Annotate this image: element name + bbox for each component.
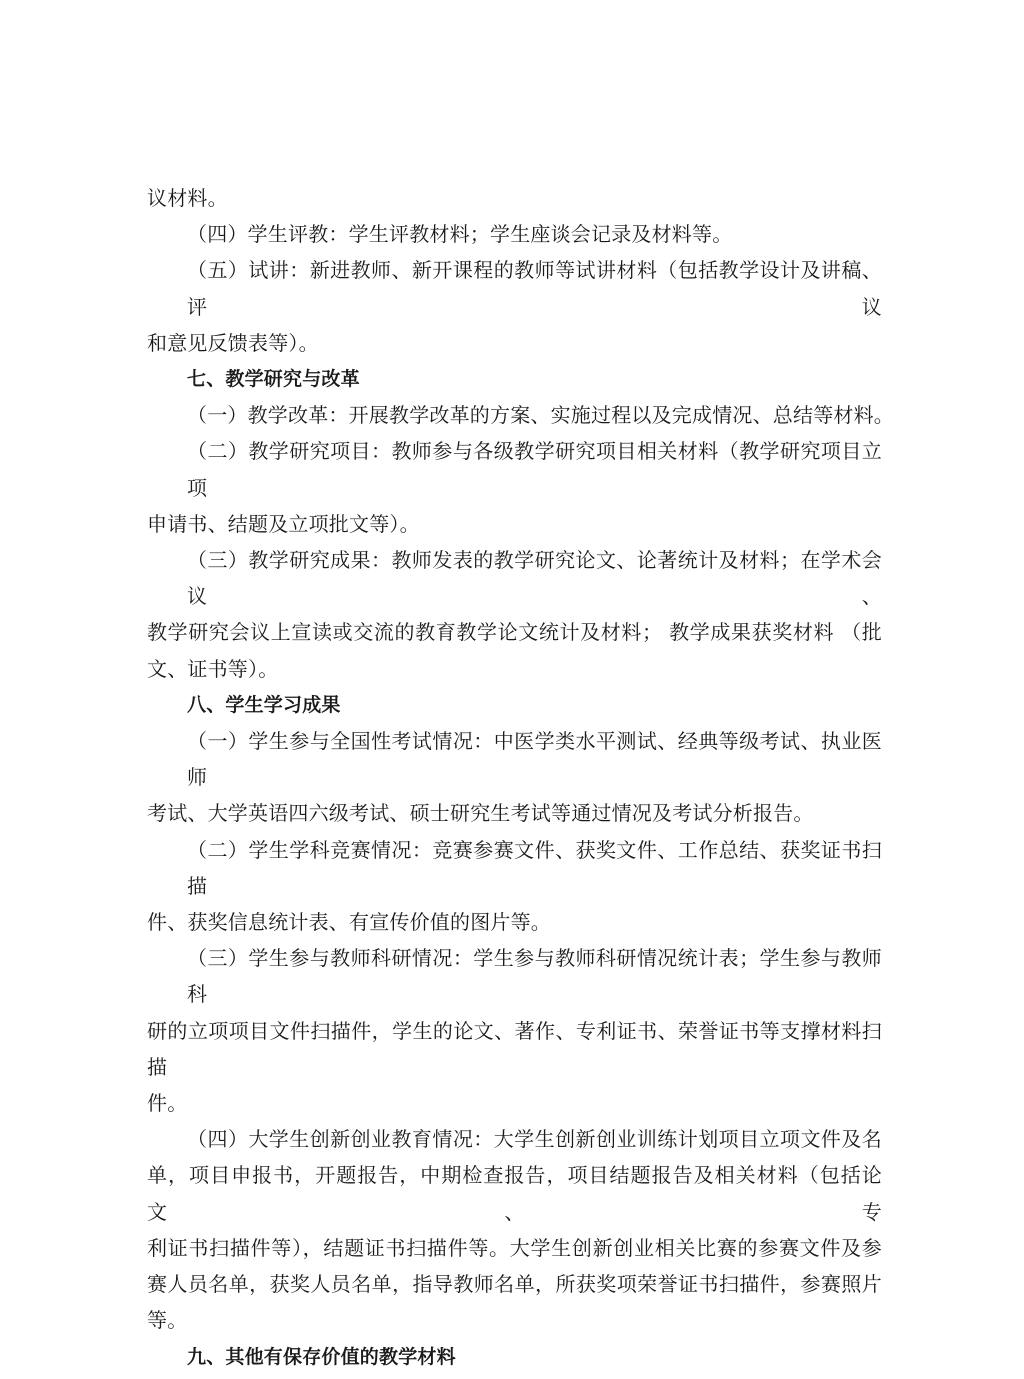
section-heading: 七、教学研究与改革	[187, 368, 360, 391]
text-line: 议材料。	[147, 186, 228, 210]
text-line: 考试、大学英语四六级考试、硕士研究生考试等通过情况及考试分析报告。	[147, 801, 814, 826]
text-line: 教学研究会议上宣读或交流的教育教学论文统计及材料； 教学成果获奖材料 （批	[147, 620, 882, 645]
text-line: （五）试讲：新进教师、新开课程的教师等试讲材料（包括教学设计及讲稿、评议	[187, 258, 882, 319]
text-line: 和意见反馈表等）。	[147, 330, 319, 355]
text-line: （三）学生参与教师科研情况：学生参与教师科研情况统计表；学生参与教师科	[187, 946, 882, 1007]
text-line: （四）大学生创新创业教育情况：大学生创新创业训练计划项目立项文件及名	[187, 1127, 882, 1152]
text-line: 申请书、结题及立项批文等）。	[147, 511, 420, 536]
text-line: 件。	[147, 1091, 188, 1116]
text-line: （二）教学研究项目：教师参与各级教学研究项目相关材料（教学研究项目立项	[187, 439, 882, 500]
section-heading: 八、学生学习成果	[187, 693, 341, 716]
text-line: 利证书扫描件等），结题证书扫描件等。大学生创新创业相关比赛的参赛文件及参	[147, 1235, 882, 1260]
text-line: （一）学生参与全国性考试情况：中医学类水平测试、经典等级考试、执业医师	[187, 729, 882, 790]
text-line: 等。	[147, 1308, 188, 1333]
text-line: 赛人员名单，获奖人员名单，指导教师名单，所获奖项荣誉证书扫描件，参赛照片	[147, 1272, 882, 1297]
text-line: （一）教学改革：开展教学改革的方案、实施过程以及完成情况、总结等材料。	[187, 403, 894, 428]
text-line: （二）学生学科竞赛情况：竞赛参赛文件、获奖文件、工作总结、获奖证书扫描	[187, 837, 882, 898]
text-line: （四）学生评教：学生评教材料；学生座谈会记录及材料等。	[187, 222, 733, 247]
text-line: 件、获奖信息统计表、有宣传价值的图片等。	[147, 910, 551, 935]
document-page	[147, 180, 894, 1375]
section-heading: 九、其他有保存价值的教学材料	[187, 1345, 456, 1368]
text-line: 单，项目申报书，开题报告，中期检查报告，项目结题报告及相关材料（包括论文、专	[147, 1163, 882, 1224]
text-line: （三）教学研究成果：教师发表的教学研究论文、论著统计及材料；在学术会议、	[187, 548, 882, 609]
text-line: 研的立项项目文件扫描件，学生的论文、著作、专利证书、荣誉证书等支撑材料扫描	[147, 1018, 882, 1079]
text-line: 文、证书等）。	[147, 656, 279, 681]
